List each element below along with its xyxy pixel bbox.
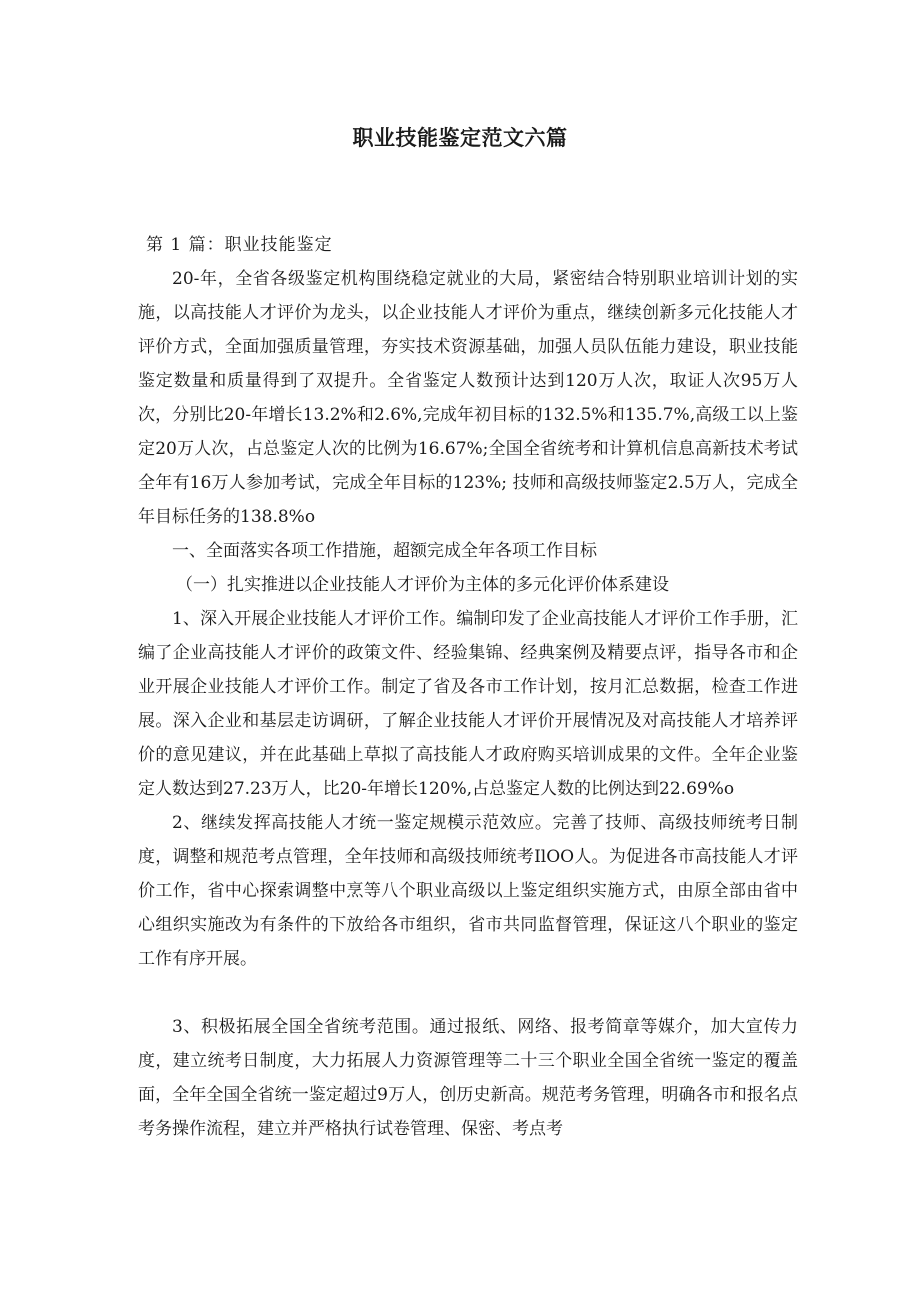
section-heading: 第 1 篇：职业技能鉴定 bbox=[146, 235, 333, 255]
paragraph-intro: 20-年，全省各级鉴定机构围绕稳定就业的大局，紧密结合特别职业培训计划的实施，以高技能人才评价为龙头，以企业技能人才评价为重点，继续创新多元化技能人才评价方式，全面加强质量管理，夯实技术资源基础，加强人员队伍能力建设，职业技能鉴定数量和质量得到了双提升。全省鉴定人数预计达到120万人次，取证人次95万人次，分别比20-年增长13.2%和2.6%,完成年初目标的132.5%和135.7%,高级工以上鉴定20万人次，占总鉴定人次的比例为16.67%;全国全省统考和计算机信息高新技术考试全年有16万人参加考试，完成全年目标的123%; 技师和高级技师鉴定2.5万人，完成全年目标任务的138.8%o bbox=[138, 269, 798, 527]
document-body bbox=[138, 228, 798, 1146]
paragraph-item-1: 1、深入开展企业技能人才评价工作。编制印发了企业高技能人才评价工作手册，汇编了企业高技能人才评价的政策文件、经验集锦、经典案例及精要点评，指导各市和企业开展企业技能人才评价工作。制定了省及各市工作计划，按月汇总数据，检查工作进展。深入企业和基层走访调研，了解企业技能人才评价开展情况及对高技能人才培养评价的意见建议，并在此基础上草拟了高技能人才政府购买培训成果的文件。全年企业鉴定人数达到27.23万人，比20-年增长120%,占总鉴定人数的比例达到22.69%o bbox=[138, 609, 798, 799]
paragraph-spacer bbox=[138, 976, 798, 1010]
heading-level-2: （一）扎实推进以企业技能人才评价为主体的多元化评价体系建设 bbox=[176, 575, 669, 595]
paragraph-item-2: 2、继续发挥高技能人才统一鉴定规模示范效应。完善了技师、高级技师统考日制度，调整和规范考点管理，全年技师和高级技师统考IlOO人。为促进各市高技能人才评价工作，省中心探索调整中烹等八个职业高级以上鉴定组织实施方式，由原全部由省中心组织实施改为有条件的下放给各市组织，省市共同监督管理，保证这八个职业的鉴定工作有序开展。 bbox=[138, 813, 798, 969]
paragraph-item-3: 3、积极拓展全国全省统考范围。通过报纸、网络、报考简章等媒介，加大宣传力度，建立统考日制度，大力拓展人力资源管理等二十三个职业全国全省统一鉴定的覆盖面，全年全国全省统一鉴定超过9万人，创历史新高。规范考务管理，明确各市和报名点考务操作流程，建立并严格执行试卷管理、保密、考点考 bbox=[138, 1017, 798, 1139]
document-title: 职业技能鉴定范文六篇 bbox=[352, 126, 568, 150]
heading-level-1: 一、全面落实各项工作措施，超额完成全年各项工作目标 bbox=[172, 541, 597, 561]
